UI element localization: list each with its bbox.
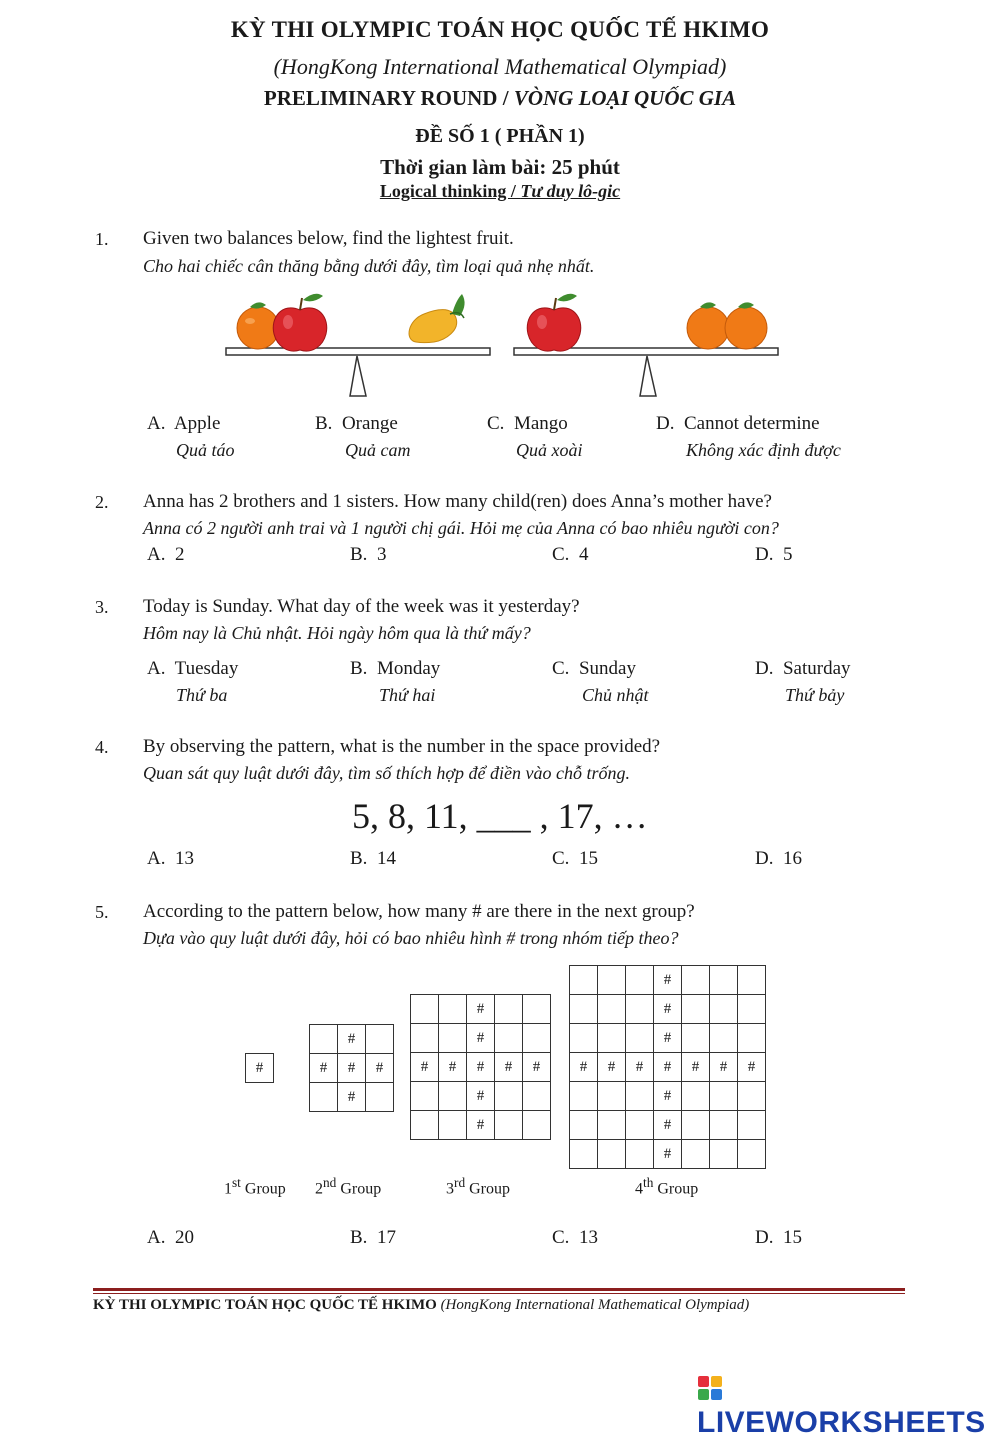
hash-cell: # [598,1053,626,1082]
pattern-group-1 [245,1053,274,1083]
question-number: 4. [95,737,109,757]
option-d[interactable]: D. 16 [755,848,802,869]
question-text-vi: Hôm nay là Chủ nhật. Hỏi ngày hôm qua là thứ mấy? [143,623,531,643]
hash-cell: # [682,1053,710,1082]
option-a[interactable]: A. Apple [147,413,221,434]
hash-cell: # [338,1025,366,1054]
option-c-vi: Quả xoài [516,440,583,460]
question-number: 2. [95,492,109,512]
hash-cell: # [467,1053,495,1082]
question-text-vi: Cho hai chiếc cân thăng bằng dưới đây, tìm loại quả nhẹ nhất. [143,256,595,276]
hash-cell: # [467,1111,495,1140]
group-label-1: 1st Group [224,1175,286,1198]
option-c[interactable]: C. 15 [552,848,598,869]
option-a-vi: Thứ ba [176,685,228,705]
hash-cell: # [654,1082,682,1111]
liveworksheets-logo: LIVEWORKSHEETS [697,1372,1000,1440]
option-d[interactable]: D. Saturday [755,658,851,679]
hash-cell: # [654,1111,682,1140]
hash-cell: # [654,1140,682,1169]
mango-icon [409,294,465,343]
number-sequence: 5, 8, 11, ___ , 17, … [352,796,648,836]
footer-rule-thin [93,1293,905,1294]
hash-cell: # [467,1082,495,1111]
option-c[interactable]: C. Sunday [552,658,636,679]
question-text-vi: Anna có 2 người anh trai và 1 người chị gái. Hỏi mẹ của Anna có bao nhiêu người con? [143,518,779,538]
option-b[interactable]: B. 14 [350,848,396,869]
question-text: Today is Sunday. What day of the week was it yesterday? [143,596,580,617]
orange-icon [725,302,767,349]
time-label: Thời gian làm bài: 25 phút [380,155,620,179]
option-d-vi: Không xác định được [686,440,841,460]
option-d[interactable]: D. Cannot determine [656,413,820,434]
hash-cell: # [467,1024,495,1053]
question-number: 5. [95,902,109,922]
pattern-group-3 [410,994,551,1140]
hash-cell: # [366,1054,394,1083]
option-a[interactable]: A. 13 [147,848,194,869]
option-b[interactable]: B. Orange [315,413,398,434]
option-a[interactable]: A. 2 [147,544,185,565]
hash-cell: # [411,1053,439,1082]
apple-icon [273,294,327,351]
hash-cell: # [310,1054,338,1083]
option-c[interactable]: C. 13 [552,1227,598,1248]
hash-cell: # [246,1054,274,1083]
exam-title: KỲ THI OLYMPIC TOÁN HỌC QUỐC TẾ HKIMO [230,17,770,42]
hash-cell: # [654,995,682,1024]
hash-cell: # [654,1053,682,1082]
question-text-vi: Dựa vào quy luật dưới đây, hỏi có bao nhiêu hình # trong nhóm tiếp theo? [143,928,679,948]
group-label-4: 4th Group [635,1175,699,1198]
hash-cell: # [467,995,495,1024]
option-d[interactable]: D. 15 [755,1227,802,1248]
hash-cell: # [439,1053,467,1082]
option-b-vi: Quả cam [345,440,411,460]
question-number: 1. [95,229,109,249]
right-balance [514,294,778,396]
section-label: Logical thinking / Tư duy lô-gic [379,181,621,201]
group-label-3: 3rd Group [446,1175,510,1198]
exam-number: ĐỀ SỐ 1 ( PHẦN 1) [415,125,585,147]
pattern-group-2 [309,1024,394,1112]
option-d-vi: Thứ bảy [785,685,845,705]
hash-cell: # [570,1053,598,1082]
question-text: By observing the pattern, what is the number in the space provided? [143,736,661,757]
apple-icon [527,294,581,351]
option-d[interactable]: D. 5 [755,544,793,565]
hash-cell: # [654,966,682,995]
hash-cell: # [495,1053,523,1082]
orange-icon [687,302,729,349]
question-text: Anna has 2 brothers and 1 sisters. How many child(ren) does Anna’s mother have? [143,491,772,512]
question-text: According to the pattern below, how many # are there in the next group? [143,901,695,922]
group-label-2: 2nd Group [315,1175,382,1198]
hash-cell: # [523,1053,551,1082]
option-c-vi: Chủ nhật [582,685,649,705]
liveworksheets-icon [697,1375,723,1401]
hash-cell: # [338,1054,366,1083]
option-b[interactable]: B. Monday [350,658,441,679]
option-a[interactable]: A. 20 [147,1227,194,1248]
option-a[interactable]: A. Tuesday [147,658,239,679]
balance-illustration [220,288,790,400]
footer-text: KỲ THI OLYMPIC TOÁN HỌC QUỐC TẾ HKIMO (HongKong International Mathematical Olympiad) [93,1297,750,1313]
option-b[interactable]: B. 3 [350,544,387,565]
left-balance [226,294,490,396]
footer-rule [93,1288,905,1291]
option-b-vi: Thứ hai [379,685,436,705]
pattern-group-4 [569,965,766,1169]
hash-cell: # [738,1053,766,1082]
hash-cell: # [710,1053,738,1082]
question-number: 3. [95,597,109,617]
round-label: PRELIMINARY ROUND / VÒNG LOẠI QUỐC GIA [263,86,737,110]
question-text: Given two balances below, find the lightest fruit. [143,228,514,249]
question-text-vi: Quan sát quy luật dưới đây, tìm số thích hợp để điền vào chỗ trống. [143,763,630,783]
exam-subtitle: (HongKong International Mathematical Olympiad) [273,54,727,79]
option-b[interactable]: B. 17 [350,1227,396,1248]
option-c[interactable]: C. 4 [552,544,589,565]
hash-cell: # [338,1083,366,1112]
option-c[interactable]: C. Mango [487,413,568,434]
hash-cell: # [654,1024,682,1053]
hash-cell: # [626,1053,654,1082]
option-a-vi: Quả táo [176,440,235,460]
